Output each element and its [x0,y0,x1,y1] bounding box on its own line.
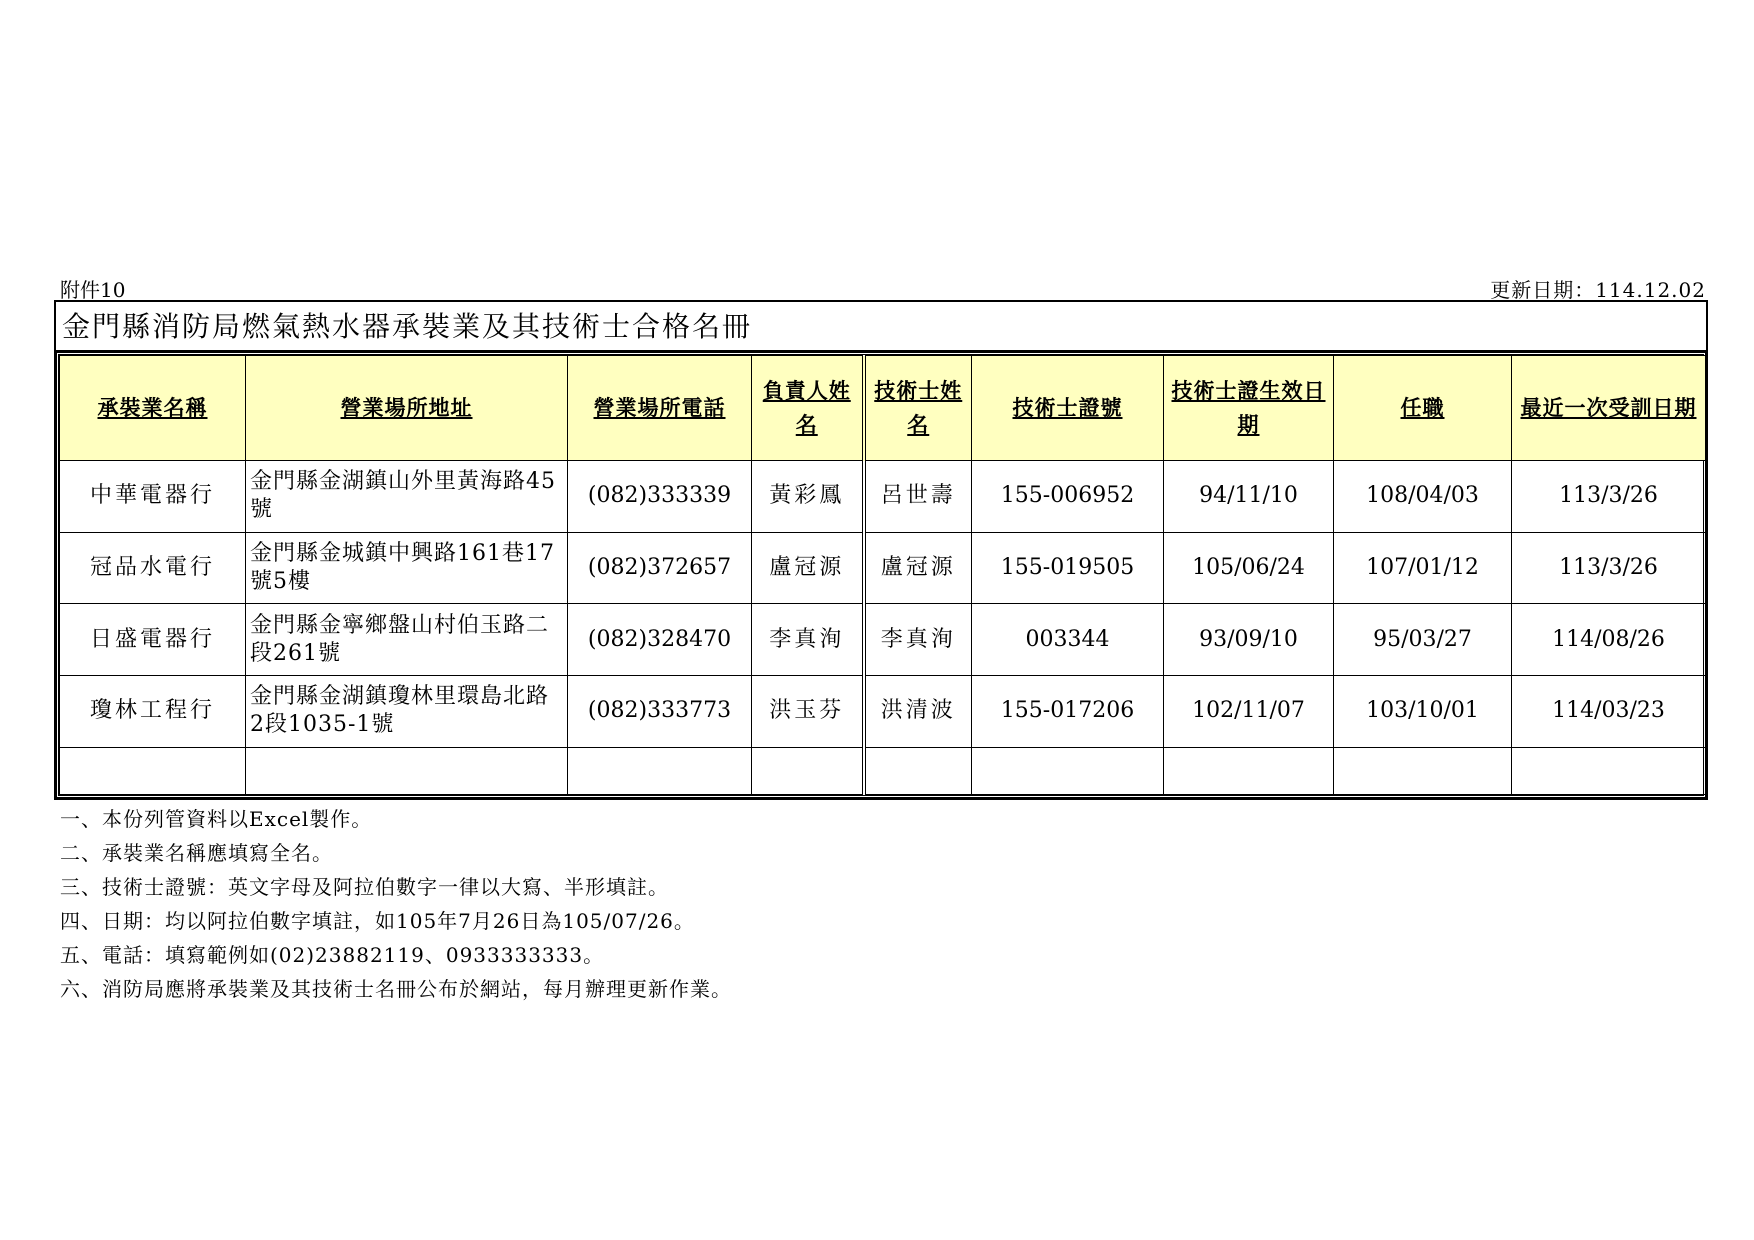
table-row [60,675,1706,747]
header-license-date: 技術士證生效日期 [1164,356,1334,461]
header-license-no: 技術士證號 [972,356,1164,461]
cell-phone: (082)372657 [568,532,752,604]
note-item: 五、電話：填寫範例如(02)23882119、0933333333。 [60,943,605,967]
cell-company: 日盛電器行 [60,604,246,676]
header-company: 承裝業名稱 [60,356,246,461]
cell-phone: (082)328470 [568,604,752,676]
note-item: 三、技術士證號：英文字母及阿拉伯數字一律以大寫、半形填註。 [60,875,669,899]
update-date-value: 114.12.02 [1595,278,1706,302]
empty-cell [1512,747,1706,794]
cell-license-date: 105/06/24 [1164,532,1334,604]
cell-training-date: 114/08/26 [1512,604,1706,676]
cell-company: 中華電器行 [60,461,246,533]
cell-license-date: 102/11/07 [1164,675,1334,747]
empty-cell [246,747,568,794]
table-row [60,604,1706,676]
attachment-label: 附件10 [60,278,126,302]
cell-employment: 95/03/27 [1334,604,1512,676]
cell-address: 金門縣金湖鎮山外里黃海路45號 [246,461,568,533]
header-training-date: 最近一次受訓日期 [1512,356,1706,461]
cell-license-date: 93/09/10 [1164,604,1334,676]
cell-technician: 盧冠源 [864,532,972,604]
cell-phone: (082)333773 [568,675,752,747]
cell-technician: 呂世壽 [864,461,972,533]
notes-list [60,802,732,1006]
note-item: 六、消防局應將承裝業及其技術士名冊公布於網站，每月辦理更新作業。 [60,977,732,1001]
cell-technician: 洪清波 [864,675,972,747]
cell-technician: 李真洵 [864,604,972,676]
cell-address: 金門縣金寧鄉盤山村伯玉路二段261號 [246,604,568,676]
table-row [60,461,1706,533]
cell-phone: (082)333339 [568,461,752,533]
cell-license-no: 155-006952 [972,461,1164,533]
empty-cell [1164,747,1334,794]
cell-license-date: 94/11/10 [1164,461,1334,533]
header-address: 營業場所地址 [246,356,568,461]
cell-license-no: 003344 [972,604,1164,676]
cell-owner: 洪玉芬 [752,675,864,747]
update-date-label: 更新日期： [1490,278,1596,302]
empty-row [60,747,1706,794]
cell-employment: 108/04/03 [1334,461,1512,533]
cell-owner: 黃彩鳳 [752,461,864,533]
note-item: 四、日期：均以阿拉伯數字填註，如105年7月26日為105/07/26。 [60,909,695,933]
document-title: 金門縣消防局燃氣熱水器承裝業及其技術士合格名冊 [56,302,1706,352]
cell-training-date: 113/3/26 [1512,532,1706,604]
cell-owner: 盧冠源 [752,532,864,604]
roster-table [59,355,1706,795]
cell-employment: 103/10/01 [1334,675,1512,747]
empty-cell [752,747,864,794]
note-item: 一、本份列管資料以Excel製作。 [60,807,373,831]
cell-training-date: 114/03/23 [1512,675,1706,747]
update-date [1490,274,1706,303]
empty-cell [864,747,972,794]
cell-address: 金門縣金湖鎮瓊林里環島北路2段1035-1號 [246,675,568,747]
note-item: 二、承裝業名稱應填寫全名。 [60,841,333,865]
empty-cell [972,747,1164,794]
cell-owner: 李真洵 [752,604,864,676]
cell-company: 瓊林工程行 [60,675,246,747]
header-row [60,356,1706,461]
cell-company: 冠品水電行 [60,532,246,604]
header-owner: 負責人姓名 [752,356,864,461]
empty-cell [1334,747,1512,794]
roster-frame [54,300,1708,800]
cell-license-no: 155-019505 [972,532,1164,604]
header-phone: 營業場所電話 [568,356,752,461]
header-employment: 任職 [1334,356,1512,461]
cell-training-date: 113/3/26 [1512,461,1706,533]
empty-cell [568,747,752,794]
table-row [60,532,1706,604]
cell-employment: 107/01/12 [1334,532,1512,604]
roster-table-wrapper [56,352,1706,798]
cell-address: 金門縣金城鎮中興路161巷17號5樓 [246,532,568,604]
empty-cell [60,747,246,794]
header-technician: 技術士姓名 [864,356,972,461]
cell-license-no: 155-017206 [972,675,1164,747]
